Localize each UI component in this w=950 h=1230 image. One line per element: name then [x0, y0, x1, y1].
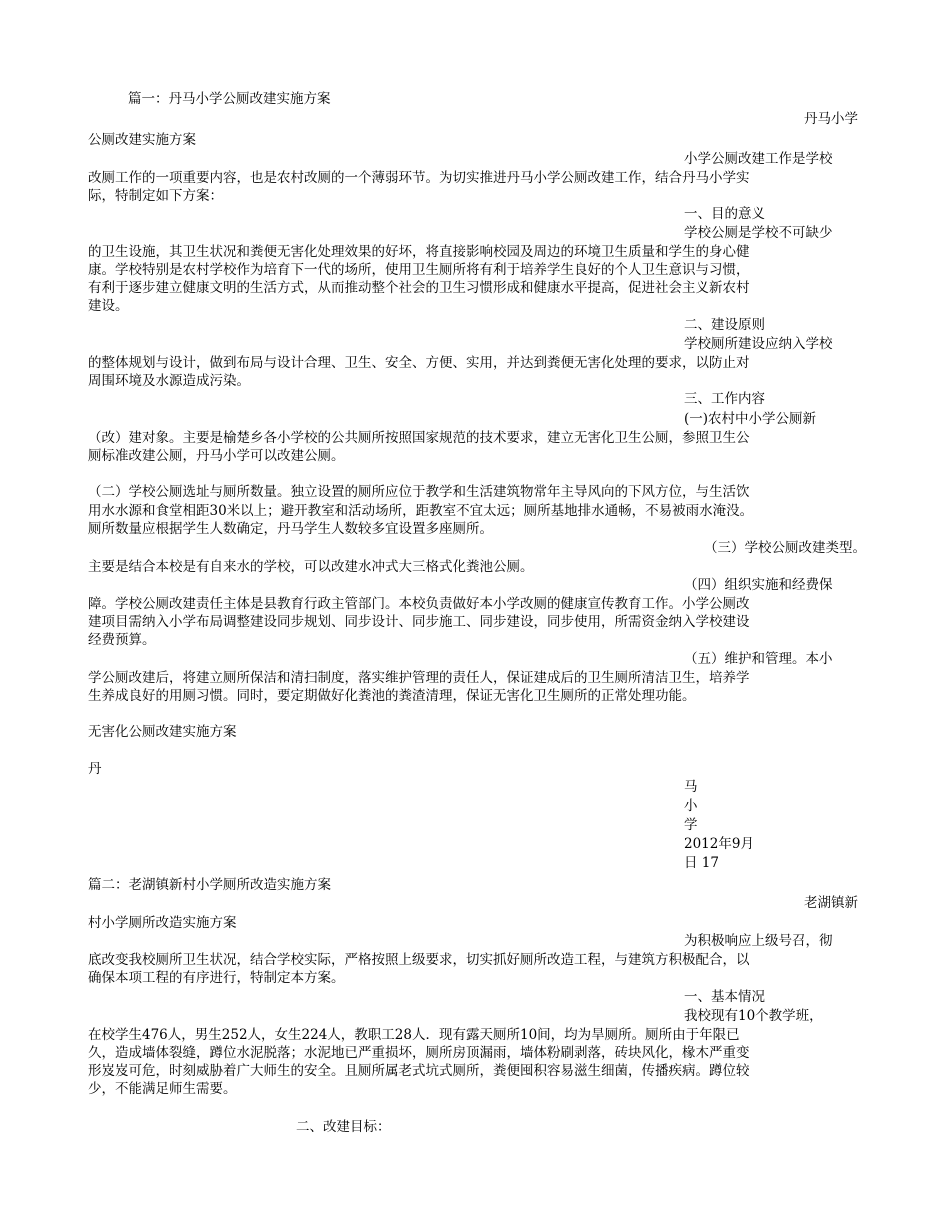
paragraph-line: （三）学校公厕改建类型。 — [704, 540, 866, 556]
paragraph-line: 用水水源和食堂相距30米以上；避开教室和活动场所，距教室不宜太远；厕所基地排水通畅，不易被雨水淹没。 — [88, 503, 754, 519]
signature-line: 小 — [684, 798, 698, 814]
signature-date: 2012年9月 — [684, 836, 754, 852]
paragraph-line: 有利于逐步建立健康文明的生活方式，从而推动整个社会的卫生习惯形成和健康水平提高，促进社会主义新农村 — [88, 280, 750, 296]
paragraph-line: 形岌岌可危，时刻威胁着广大师生的安全。且厕所属老式坑式厕所，粪便囤积容易滋生细菌，传播疾病。蹲位较 — [88, 1063, 750, 1079]
paragraph-line: 康。学校特别是农村学校作为培育下一代的场所，使用卫生厕所将有利于培养学生良好的个人卫生意识与习惯， — [88, 262, 750, 278]
paragraph-line: 厕标准改建公厕，丹马小学可以改建公厕。 — [88, 448, 345, 464]
intro-line: 改厕工作的一项重要内容，也是农村改厕的一个薄弱环节。为切实推进丹马小学公厕改建工作，结合丹马小学实 — [88, 170, 750, 186]
paragraph-line: 主要是结合本校是有自来水的学校，可以改建水冲式大三格式化粪池公厕。 — [88, 559, 534, 575]
paragraph-line: 学校厕所建设应纳入学校 — [684, 336, 833, 352]
paragraph-line: 周围环境及水源造成污染。 — [88, 373, 250, 389]
signature-date: 日 17 — [684, 855, 719, 871]
paragraph-line: 学公厕改建后，将建立厕所保洁和清扫制度，落实维护管理的责任人，保证建成后的卫生厕所清洁卫生，培养学 — [88, 670, 750, 686]
paragraph-line: 底改变我校厕所卫生状况，结合学校实际，严格按照上级要求，切实抓好厕所改造工程，与建筑方积极配合，以 — [88, 952, 750, 968]
paragraph-line: 为积极响应上级号召，彻 — [684, 933, 833, 949]
paragraph-line: 生养成良好的用厕习惯。同时，要定期做好化粪池的粪渣清理，保证无害化卫生厕所的正常处理功能。 — [88, 688, 696, 704]
title-1-part-b: 公厕改建实施方案 — [88, 132, 196, 148]
section-title: 一、基本情况 — [684, 989, 765, 1005]
title-2-part-a: 老湖镇新 — [804, 895, 858, 911]
section-title: 三、工作内容 — [684, 391, 765, 407]
paragraph-line: 少，不能满足师生需要。 — [88, 1081, 237, 1097]
section-title: 一、目的意义 — [684, 206, 765, 222]
signature-line: 丹 — [88, 761, 102, 777]
paragraph-line: 经费预算。 — [88, 632, 156, 648]
paragraph-line: 的整体规划与设计，做到布局与设计合理、卫生、安全、方便、实用，并达到粪便无害化处理的要求，以防止对 — [88, 355, 750, 371]
title-1-part-a: 丹马小学 — [804, 111, 858, 127]
paragraph-line: 建设。 — [88, 298, 129, 314]
paragraph-line: （四）组织实施和经费保 — [684, 577, 833, 593]
section-title: 二、建设原则 — [684, 317, 765, 333]
paragraph-line: (一)农村中小学公厕新 — [684, 411, 817, 427]
intro-line: 小学公厕改建工作是学校 — [684, 151, 833, 167]
footer-title: 无害化公厕改建实施方案 — [88, 724, 237, 740]
signature-line: 马 — [684, 779, 698, 795]
paragraph-line: 厕所数量应根据学生人数确定，丹马学生人数较多宜设置多座厕所。 — [88, 521, 493, 537]
title-2-part-b: 村小学厕所改造实施方案 — [88, 915, 237, 931]
paragraph-line: （改）建对象。主要是榆楚乡各小学校的公共厕所按照国家规范的技术要求，建立无害化卫生公厕，参照卫生公 — [88, 430, 750, 446]
paragraph-line: 学校公厕是学校不可缺少 — [684, 225, 833, 241]
paragraph-line: 确保本项工程的有序进行，特制定本方案。 — [88, 970, 345, 986]
paragraph-line: （五）维护和管理。本小 — [684, 651, 833, 667]
paragraph-line: 的卫生设施，其卫生状况和粪便无害化处理效果的好坏，将直接影响校园及周边的环境卫生质量和学生的身心健 — [88, 244, 750, 260]
heading-article-1: 篇一：丹马小学公厕改建实施方案 — [128, 91, 331, 107]
paragraph-line: 障。学校公厕改建责任主体是县教育行政主管部门。本校负责做好本小学改厕的健康宣传教育工作。小学公厕改 — [88, 596, 750, 612]
heading-article-2: 篇二：老湖镇新村小学厕所改造实施方案 — [88, 877, 331, 893]
signature-line: 学 — [684, 817, 698, 833]
paragraph-line: 在校学生476人，男生252人，女生224人，教职工28人．现有露天厕所10间，均为旱厕所。厕所由于年限已 — [88, 1027, 740, 1043]
paragraph-line: 久，造成墙体裂缝，蹲位水泥脱落；水泥地已严重损坏，厕所房顶漏雨，墙体粉刷剥落，砖块风化，椽木严重变 — [88, 1045, 750, 1061]
intro-line: 际，特制定如下方案： — [88, 188, 223, 204]
paragraph-line: 建项目需纳入小学布局调整建设同步规划、同步设计、同步施工、同步建设，同步使用，所需资金纳入学校建设 — [88, 614, 750, 630]
paragraph-line: 我校现有10个教学班， — [684, 1008, 823, 1024]
section-title: 二、改建目标： — [296, 1119, 391, 1135]
paragraph-line: （二）学校公厕选址与厕所数量。独立设置的厕所应位于教学和生活建筑物常年主导风向的下风方位，与生活饮 — [88, 484, 750, 500]
